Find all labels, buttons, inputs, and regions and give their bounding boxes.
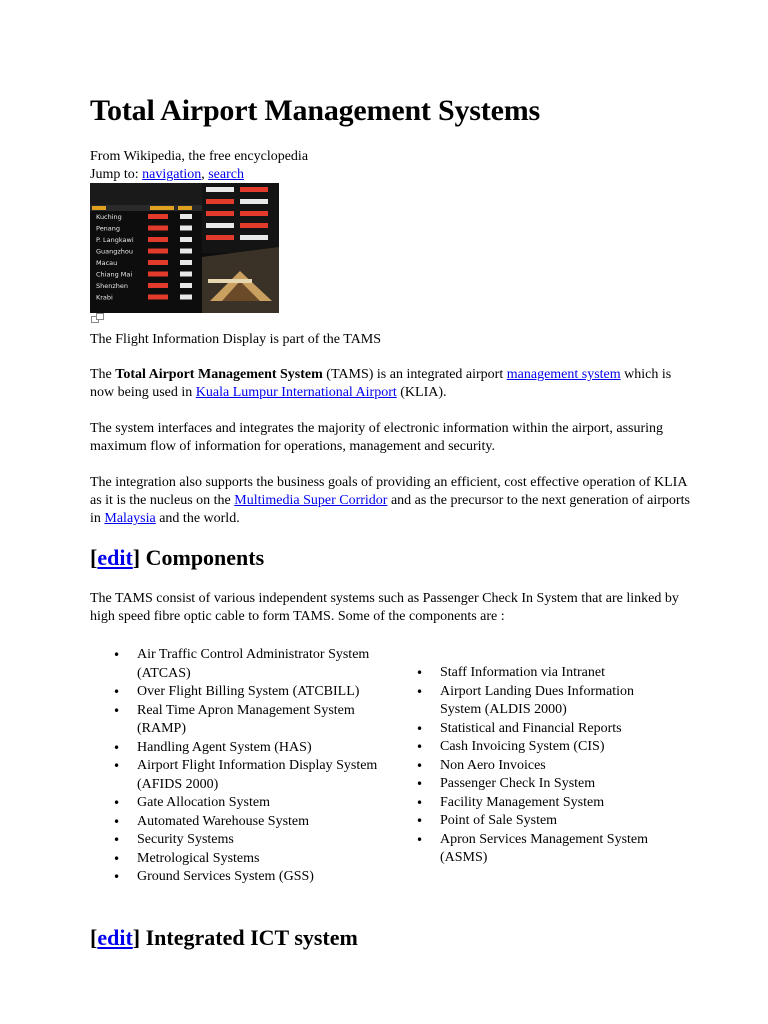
intro-paragraph	[90, 366, 690, 402]
components-list-right	[413, 664, 673, 868]
board-status-mark	[148, 295, 168, 300]
malaysia-link[interactable]: Malaysia	[104, 511, 156, 527]
board-destination: P. Langkawi	[96, 236, 134, 244]
list-item: • Security Systems	[110, 831, 380, 850]
components-list-left	[110, 646, 380, 887]
list-item: • Real Time Apron Management System (RAMP)	[110, 702, 380, 739]
list-item: • Gate Allocation System	[110, 794, 380, 813]
board-destination: Macau	[96, 259, 118, 267]
jump-links	[90, 166, 244, 184]
board-time-mark	[180, 226, 192, 231]
list-item: • Automated Warehouse System	[110, 813, 380, 832]
bold-term: Total Airport Management System	[115, 367, 323, 382]
board-time-mark	[180, 295, 192, 300]
list-item: • Facility Management System	[413, 794, 673, 813]
list-item: • Passenger Check In System	[413, 775, 673, 794]
text-run: (KLIA).	[396, 385, 447, 401]
list-item: • Over Flight Billing System (ATCBILL)	[110, 683, 380, 702]
board-time-mark	[180, 260, 192, 265]
board-time-mark	[180, 249, 192, 254]
board-status-mark	[148, 272, 168, 277]
subtitle: From Wikipedia, the free encyclopedia	[90, 149, 309, 164]
list-item: • Ground Services System (GSS)	[110, 868, 380, 887]
board-entry-mark	[240, 187, 268, 192]
magnify-icon[interactable]	[91, 313, 105, 323]
list-item: • Cash Invoicing System (CIS)	[413, 738, 673, 757]
section-title: Components	[145, 545, 265, 570]
navigation-link[interactable]: navigation	[142, 167, 202, 182]
board-time-mark	[180, 214, 192, 219]
flight-display-image[interactable]	[90, 183, 279, 313]
board-entry-mark	[206, 211, 234, 216]
board-status-mark	[148, 237, 168, 242]
jump-separator: ,	[201, 167, 209, 182]
list-item: • Handling Agent System (HAS)	[110, 739, 380, 758]
list-item: • Air Traffic Control Administrator System (ATCAS)	[110, 646, 380, 683]
board-time-mark	[180, 283, 192, 288]
list-item: • Airport Flight Information Display System (AFIDS 2000)	[110, 757, 380, 794]
section-title: Integrated ICT system	[145, 925, 358, 950]
board-status-mark	[148, 260, 168, 265]
board-destination: Penang	[96, 224, 121, 233]
board-entry-mark	[206, 235, 234, 240]
list-item: • Non Aero Invoices	[413, 757, 673, 776]
bracket: [	[90, 925, 98, 950]
list-item: • Point of Sale System	[413, 812, 673, 831]
text-run: The	[90, 367, 116, 382]
board-time-mark	[180, 237, 192, 242]
text-run: and as the precursor to the next generation of airports in	[90, 493, 690, 527]
bracket: [	[90, 545, 98, 570]
board-entry-mark	[240, 199, 268, 204]
board-destination: Shenzhen	[96, 282, 129, 290]
board-entry-mark	[240, 235, 268, 240]
board-status-mark	[148, 249, 168, 254]
klia-link[interactable]: Kuala Lumpur International Airport	[195, 385, 397, 401]
image-caption: The Flight Information Display is part of the TAMS	[90, 332, 382, 347]
text-run: which is now being used in	[90, 367, 672, 401]
bracket: ]	[132, 545, 146, 570]
board-destination: Chiang Mai	[96, 270, 133, 279]
text-run: (TAMS) is an integrated airport	[322, 367, 507, 382]
board-destination: Guangzhou	[96, 247, 134, 256]
board-entry-mark	[206, 187, 234, 192]
list-item: • Airport Landing Dues Information System (ALDIS 2000)	[413, 683, 673, 720]
components-intro: The TAMS consist of various independent systems such as Passenger Check In System that are linked by high speed fibre optic cable to form TAMS. Some of the components are :	[90, 591, 679, 625]
board-entry-mark	[206, 199, 234, 204]
edit-components-link[interactable]: edit	[97, 545, 133, 570]
msc-link[interactable]: Multimedia Super Corridor	[234, 493, 388, 509]
board-destination: Kuching	[96, 213, 122, 221]
list-item: • Metrological Systems	[110, 850, 380, 869]
board-status-mark	[148, 214, 168, 219]
board-entry-mark	[240, 211, 268, 216]
integration-paragraph	[90, 474, 690, 529]
board-entry-mark	[240, 223, 268, 228]
page-title: Total Airport Management Systems	[90, 94, 540, 127]
management-system-link[interactable]: management system	[506, 367, 621, 382]
system-paragraph: The system interfaces and integrates the majority of electronic information within the airport, assuring maximum flow of information for operations, management and security.	[90, 421, 664, 455]
search-link[interactable]: search	[208, 167, 244, 182]
board-status-mark	[148, 283, 168, 288]
components-heading	[90, 545, 264, 571]
ict-heading	[90, 925, 358, 951]
bracket: ]	[132, 925, 146, 950]
list-item: • Staff Information via Intranet	[413, 664, 673, 683]
board-destination: Krabi	[96, 293, 113, 302]
text-run: and the world.	[155, 511, 240, 527]
flight-board-graphic	[90, 183, 279, 313]
jump-prefix: Jump to:	[90, 167, 143, 182]
edit-ict-link[interactable]: edit	[97, 925, 133, 950]
text-run: The integration also supports the business goals of providing an efficient, cost effective operation of KLIA as it is the nucleus on the	[90, 475, 687, 509]
board-entry-mark	[206, 223, 234, 228]
list-item: • Statistical and Financial Reports	[413, 720, 673, 739]
board-time-mark	[180, 272, 192, 277]
board-status-mark	[148, 226, 168, 231]
list-item: • Apron Services Management System (ASMS)	[413, 831, 673, 868]
